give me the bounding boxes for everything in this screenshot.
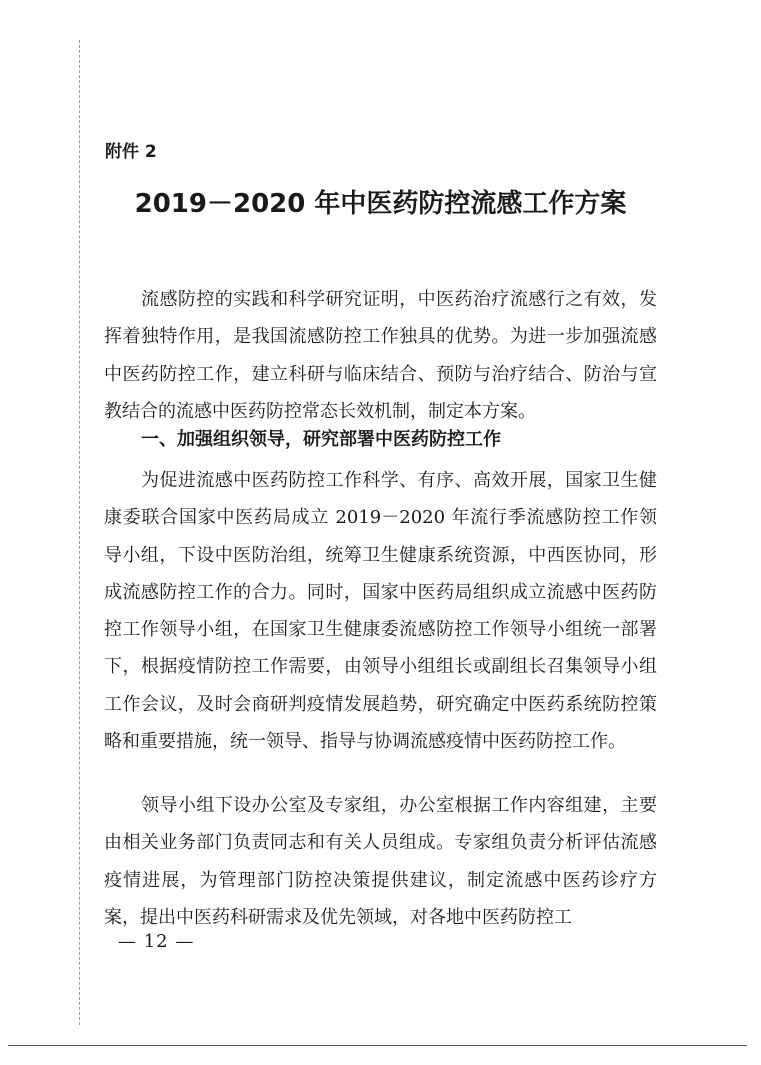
intro-paragraph: 流感防控的实践和科学研究证明，中医药治疗流感行之有效，发挥着独特作用，是我国流感防控工作独具的优势。为进一步加强流感中医药防控工作，建立科研与临床结合、预防与治疗结合、防治与宣教结合的流感中医药防控常态长效机制，制定本方案。 <box>104 289 657 422</box>
page-number: — 12 — <box>118 931 195 952</box>
section-1-paragraph-2: 领导小组下设办公室及专家组，办公室根据工作内容组建，主要由相关业务部门负责同志和有关人员组成。专家组负责分析评估流感疫情进展，为管理部门防控决策提供建议，制定流感中医药诊疗方案，提出中医药科研需求及优先领域，对各地中医药防控工 <box>104 795 657 928</box>
bottom-rule <box>8 1045 747 1046</box>
section-1-paragraph-1: 为促进流感中医药防控工作科学、有序、高效开展，国家卫生健康委联合国家中医药局成立 2019－2020 年流行季流感防控工作领导小组，下设中医防治组，统筹卫生健康系统资源，中西医协同，形成流感防控工作的合力。同时，国家中医药局组织成立流感中医药防控工作领导小组，在国家卫生健康委流感防控工作领导小组统一部署下，根据疫情防控工作需要，由领导小组组长或副组长召集领导小组工作会议，及时会商研判疫情发展趋势，研究确定中医药系统防控策略和重要措施，统一领导、指导与协调流感疫情中医药防控工作。 <box>104 470 657 753</box>
attachment-label: 附件 2 <box>105 142 157 162</box>
section-1-heading: 一、加强组织领导，研究部署中医药防控工作 <box>141 429 501 450</box>
document-title: 2019－2020 年中医药防控流感工作方案 <box>134 189 627 219</box>
